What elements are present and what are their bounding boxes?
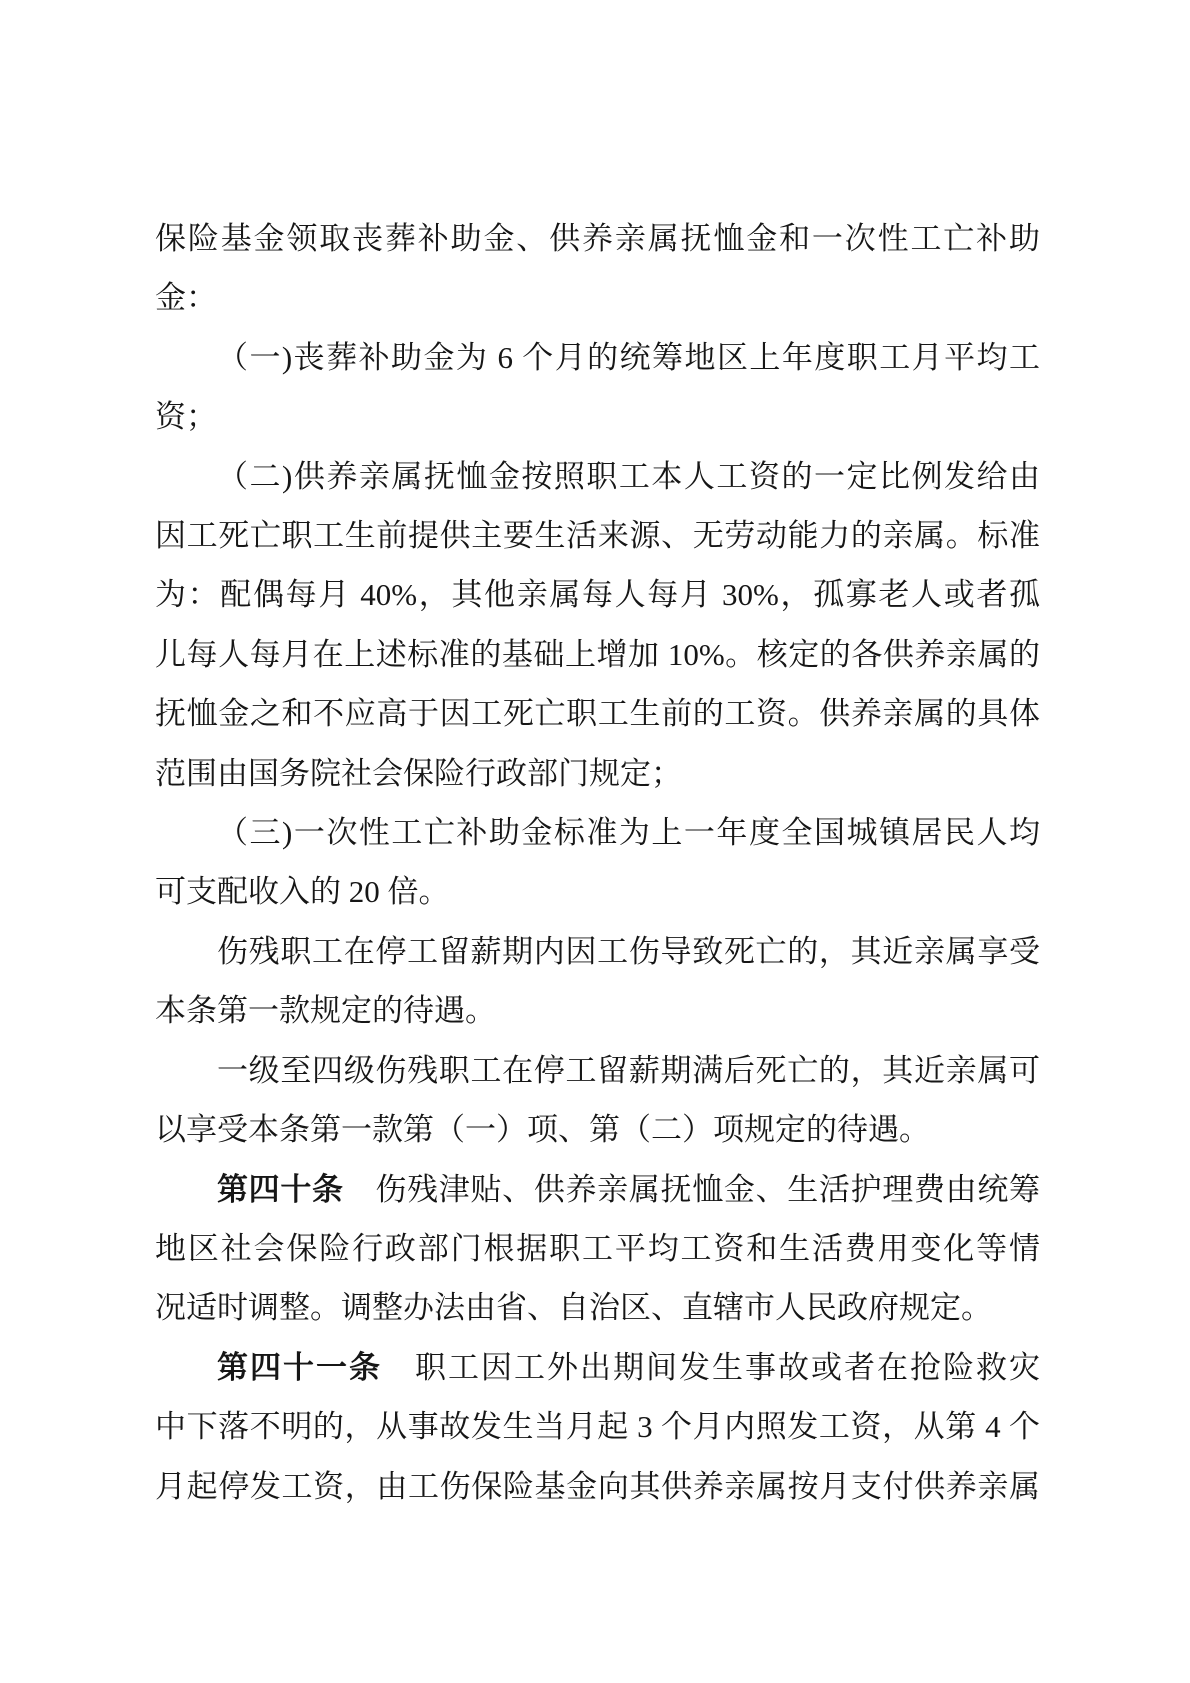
text-line [155, 922, 1040, 981]
text-run: （一)丧葬补助金为 6 个月的统筹地区上年度职工月平均工 [217, 339, 1040, 375]
text-line [155, 565, 1040, 624]
text-run: （二)供养亲属抚恤金按照职工本人工资的一定比例发给由 [217, 458, 1040, 494]
text-run: 儿每人每月在上述标准的基础上增加 10%。核定的各供养亲属的 [155, 636, 1040, 672]
text-run: 月起停发工资，由工伤保险基金向其供养亲属按月支付供养亲属 [155, 1468, 1040, 1504]
text-line [155, 625, 1040, 684]
document-text-block [155, 209, 1040, 1516]
text-run: 伤残津贴、供养亲属抚恤金、生活护理费由统筹 [343, 1171, 1041, 1207]
text-run: 金： [155, 280, 217, 316]
text-run: 中下落不明的，从事故发生当月起 3 个月内照发工资，从第 4 个 [155, 1409, 1040, 1445]
text-line [155, 506, 1040, 565]
text-run: 地区社会保险行政部门根据职工平均工资和生活费用变化等情 [155, 1230, 1040, 1266]
article-number-heading: 第四十一条 [217, 1349, 382, 1385]
text-run: 可支配收入的 20 倍。 [155, 874, 450, 910]
text-line [155, 744, 1040, 803]
text-line [155, 1278, 1040, 1337]
text-line [155, 1457, 1040, 1516]
text-run: 本条第一款规定的待遇。 [155, 993, 496, 1029]
text-run: 伤残职工在停工留薪期内因工伤导致死亡的，其近亲属享受 [217, 933, 1040, 969]
text-line [155, 862, 1040, 921]
text-run: 资； [155, 399, 217, 435]
text-run: 一级至四级伤残职工在停工留薪期满后死亡的，其近亲属可 [217, 1052, 1040, 1088]
text-run: 抚恤金之和不应高于因工死亡职工生前的工资。供养亲属的具体 [155, 696, 1040, 732]
text-line [155, 1219, 1040, 1278]
text-line [155, 1338, 1040, 1397]
text-line [155, 803, 1040, 862]
text-line [155, 447, 1040, 506]
text-line [155, 328, 1040, 387]
text-run: 职工因工外出期间发生事故或者在抢险救灾 [382, 1349, 1040, 1385]
text-line [155, 387, 1040, 446]
text-line [155, 684, 1040, 743]
text-line [155, 209, 1040, 268]
text-run: 因工死亡职工生前提供主要生活来源、无劳动能力的亲属。标准 [155, 518, 1040, 554]
text-line [155, 1160, 1040, 1219]
text-run: 以享受本条第一款第（一）项、第（二）项规定的待遇。 [155, 1112, 930, 1148]
text-run: 况适时调整。调整办法由省、自治区、直辖市人民政府规定。 [155, 1290, 992, 1326]
text-line [155, 1397, 1040, 1456]
text-run: 保险基金领取丧葬补助金、供养亲属抚恤金和一次性工亡补助 [155, 221, 1040, 256]
text-line [155, 1041, 1040, 1100]
text-line [155, 268, 1040, 327]
text-line [155, 981, 1040, 1040]
article-number-heading: 第四十条 [217, 1171, 344, 1207]
text-run: 为：配偶每月 40%，其他亲属每人每月 30%，孤寡老人或者孤 [155, 577, 1040, 613]
text-line [155, 1100, 1040, 1159]
text-run: （三)一次性工亡补助金标准为上一年度全国城镇居民人均 [217, 815, 1040, 851]
text-run: 范围由国务院社会保险行政部门规定； [155, 755, 682, 791]
